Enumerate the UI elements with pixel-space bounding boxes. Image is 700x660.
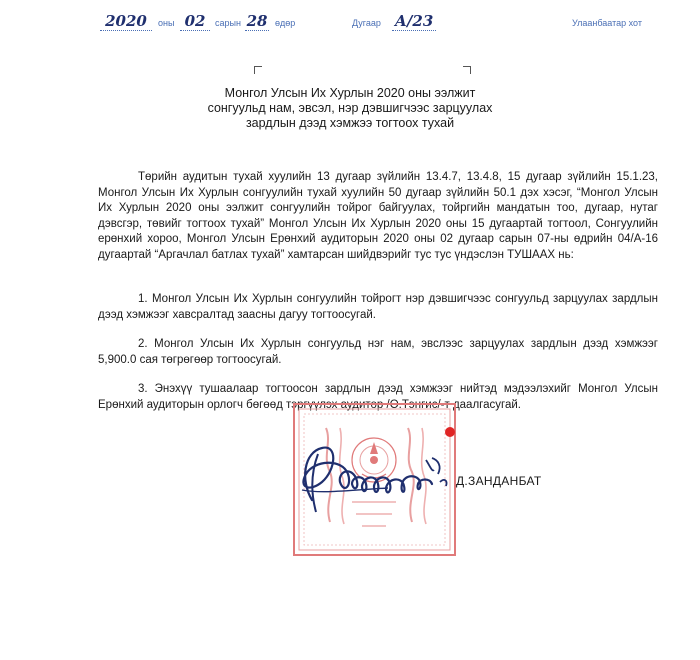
handwritten-signature [292,430,462,520]
date-year-suffix: оны [158,18,175,28]
date-day: 28 [246,12,268,30]
date-month: 02 [180,12,210,31]
signature-graphic [292,430,462,520]
city-label: Улаанбаатар хот [572,18,642,28]
order-item-2: 2. Монгол Улсын Их Хурлын сонгуульд нэг нам, эвслээс зарцуулах зардлын дээд хэмжээг 5,900.0 сая төгрөгөөр тогтоосугай. [98,338,658,366]
date-month-suffix: сарын [215,18,241,28]
document-header [100,12,660,32]
title-bracket-left [254,66,262,74]
order-number: А/23 [392,12,436,31]
document-title [0,86,700,131]
title-line-1: Монгол Улсын Их Хурлын 2020 оны ээлжит [224,86,476,100]
title-line-2: сонгуульд нам, эвсэл, нэр дэвшигчээс зарцуулах [207,101,493,115]
date-day-suffix: өдөр [275,18,296,28]
title-line-3: зардлын дээд хэмжээ тогтоох тухай [245,116,455,130]
preamble-paragraph: Төрийн аудитын тухай хуулийн 13 дугаар зүйлийн 13.4.7, 13.4.8, 15 дугаар зүйлийн 15.1.23, Монгол Улсын Их Хурлын сонгуулийн тухай хуулийн 50 дугаар зүйлийн 50.1 дэх хэсэг, “Монгол Улсын Их Хурлын 2020 оны ээлжит сонгуулийн тойрог байгуулах, тойргийн мандатын тоо, дугаар, нутаг дэвсгэр, төвийг тогтоох тухай” Монгол Улсын Их Хурлын 2020 оны 15 дугаартай тогтоол, Сонгуулийн ерөнхий хороо, Монгол Улсын Ерөнхий аудиторын 2020 оны 02 дугаар сарын 07-ны өдрийн 04/А-16 дугаартай “Аргачлал батлах тухай” хамтарсан шийдвэрийг тус тус үндэслэн ТУШААХ нь: [98,171,658,261]
number-label: Дугаар [352,18,381,28]
title-bracket-right [463,66,471,74]
date-year: 2020 [100,12,152,31]
order-item-1: 1. Монгол Улсын Их Хурлын сонгуулийн тойрогт нэр дэвшигчээс сонгуульд зарцуулах зардлын дээд хэмжээг хавсралтад заасны дагуу тогтоосугай. [98,293,658,321]
order-item-3: 3. Энэхүү тушаалаар тогтоосон зардлын дээд хэмжээг нийтэд мэдээлэхийг Монгол Улсын Ерөнхий аудиторын орлогч бөгөөд тэргүүлэх аудитор /О.Тэнгис/-т даалгасугай. [98,383,658,411]
signatory-name: Д.ЗАНДАНБАТ [456,474,542,488]
